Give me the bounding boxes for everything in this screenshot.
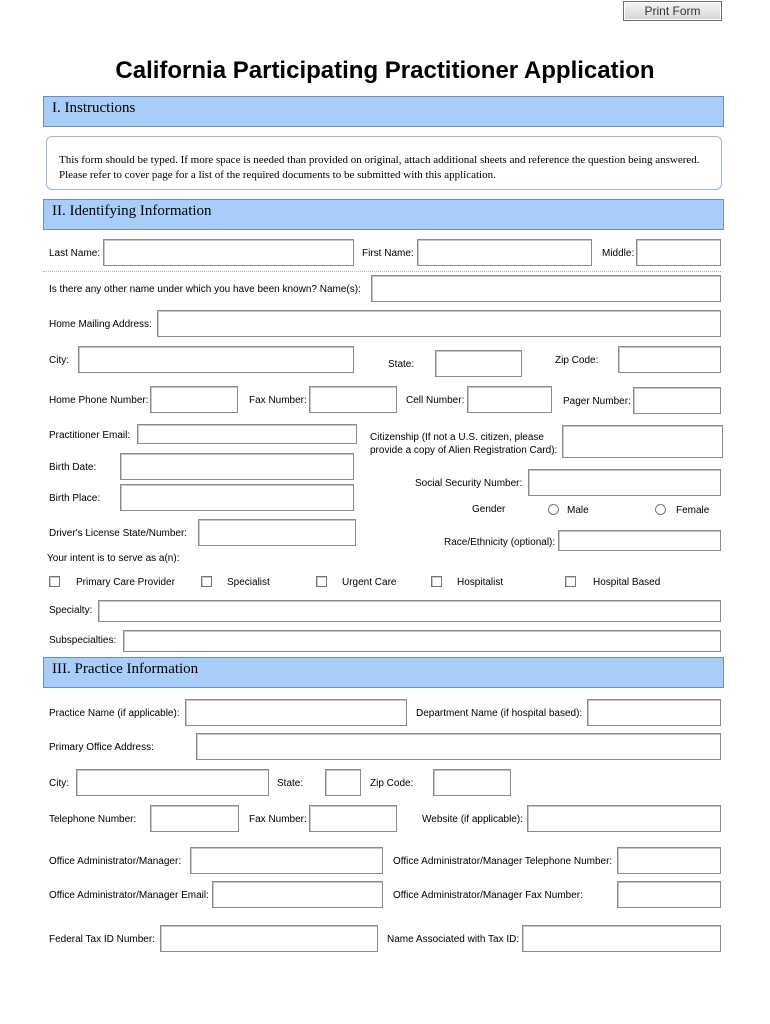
- primary-address-label: Primary Office Address:: [49, 742, 154, 753]
- admin-fax-input[interactable]: [617, 881, 721, 908]
- first-name-label: First Name:: [362, 248, 414, 259]
- middle-name-label: Middle:: [602, 248, 635, 259]
- birth-place-label: Birth Place:: [49, 493, 101, 504]
- city-label: City:: [49, 355, 69, 366]
- urgent-care-label: Urgent Care: [342, 577, 397, 588]
- gender-label: Gender: [472, 504, 506, 515]
- citizenship-input[interactable]: [562, 425, 723, 458]
- birth-date-input[interactable]: [120, 453, 354, 480]
- specialty-label: Specialty:: [49, 605, 93, 616]
- city-input[interactable]: [78, 346, 354, 373]
- cell-input[interactable]: [467, 386, 552, 413]
- pager-label: Pager Number:: [563, 396, 631, 407]
- zip-input[interactable]: [618, 346, 721, 373]
- ssn-label: Social Security Number:: [415, 478, 523, 489]
- practice-city-label: City:: [49, 778, 69, 789]
- cell-label: Cell Number:: [406, 395, 465, 406]
- citizenship-label-line1: Citizenship (If not a U.S. citizen, please: [370, 432, 544, 443]
- race-input[interactable]: [558, 530, 721, 551]
- practice-fax-input[interactable]: [309, 805, 397, 832]
- tax-id-label: Federal Tax ID Number:: [49, 934, 155, 945]
- practice-fax-label: Fax Number:: [249, 814, 307, 825]
- specialist-checkbox[interactable]: [201, 576, 212, 587]
- tax-id-input[interactable]: [160, 925, 378, 952]
- birth-place-input[interactable]: [120, 484, 354, 511]
- home-address-label: Home Mailing Address:: [49, 319, 152, 330]
- license-label: Driver's License State/Number:: [49, 528, 188, 539]
- tax-name-label: Name Associated with Tax ID:: [387, 934, 520, 945]
- section-instructions-header: I. Instructions: [43, 96, 724, 127]
- home-phone-label: Home Phone Number:: [49, 395, 149, 406]
- gender-male-label: Male: [567, 505, 589, 516]
- hospitalist-label: Hospitalist: [457, 577, 504, 588]
- middle-name-input[interactable]: [636, 239, 721, 266]
- section-identifying-header: II. Identifying Information: [43, 199, 724, 230]
- intent-label: Your intent is to serve as a(n):: [47, 553, 180, 564]
- department-label: Department Name (if hospital based):: [416, 708, 583, 719]
- instructions-box: [46, 136, 722, 190]
- hospital-based-label: Hospital Based: [593, 577, 661, 588]
- last-name-input[interactable]: [103, 239, 354, 266]
- section-practice-header: III. Practice Information: [43, 657, 724, 688]
- practice-city-input[interactable]: [76, 769, 269, 796]
- race-label: Race/Ethnicity (optional):: [444, 537, 556, 548]
- admin-phone-label: Office Administrator/Manager Telephone Number:: [393, 856, 613, 867]
- citizenship-label-line2: provide a copy of Alien Registration Card):: [370, 445, 558, 456]
- primary-care-label: Primary Care Provider: [76, 577, 175, 588]
- home-address-input[interactable]: [157, 310, 721, 337]
- telephone-input[interactable]: [150, 805, 239, 832]
- primary-care-checkbox[interactable]: [49, 576, 60, 587]
- website-input[interactable]: [527, 805, 721, 832]
- practice-zip-label: Zip Code:: [370, 778, 414, 789]
- gender-female-radio[interactable]: [655, 504, 666, 515]
- fax-input[interactable]: [309, 386, 397, 413]
- home-phone-input[interactable]: [150, 386, 238, 413]
- gender-male-radio[interactable]: [548, 504, 559, 515]
- telephone-label: Telephone Number:: [49, 814, 137, 825]
- email-label: Practitioner Email:: [49, 430, 131, 441]
- pager-input[interactable]: [633, 387, 721, 414]
- divider: [43, 271, 721, 272]
- website-label: Website (if applicable):: [422, 814, 523, 825]
- hospital-based-checkbox[interactable]: [565, 576, 576, 587]
- subspecialties-label: Subspecialties:: [49, 635, 117, 646]
- print-form-button[interactable]: Print Form: [623, 1, 722, 21]
- hospitalist-checkbox[interactable]: [431, 576, 442, 587]
- practice-zip-input[interactable]: [433, 769, 511, 796]
- practice-state-label: State:: [277, 778, 304, 789]
- urgent-care-checkbox[interactable]: [316, 576, 327, 587]
- practice-state-input[interactable]: [325, 769, 361, 796]
- zip-label: Zip Code:: [555, 355, 599, 366]
- specialty-input[interactable]: [98, 600, 721, 622]
- fax-label: Fax Number:: [249, 395, 307, 406]
- other-names-input[interactable]: [371, 275, 721, 302]
- gender-female-label: Female: [676, 505, 710, 516]
- admin-email-input[interactable]: [212, 881, 383, 908]
- first-name-input[interactable]: [417, 239, 592, 266]
- tax-name-input[interactable]: [522, 925, 721, 952]
- state-input[interactable]: [435, 350, 522, 377]
- birth-date-label: Birth Date:: [49, 462, 97, 473]
- instructions-text: This form should be typed. If more space is needed than provided on original, attach additional sheets and reference the question being answered. Please refer to cover page for a list of the required documents to be submitted with this application.: [59, 154, 700, 181]
- department-input[interactable]: [587, 699, 721, 726]
- page-title: California Participating Practitioner Application: [115, 57, 655, 84]
- subspecialties-input[interactable]: [123, 630, 721, 652]
- other-names-label: Is there any other name under which you have been known? Name(s):: [49, 284, 361, 295]
- admin-email-label: Office Administrator/Manager Email:: [49, 890, 209, 901]
- admin-phone-input[interactable]: [617, 847, 721, 874]
- ssn-input[interactable]: [528, 469, 721, 496]
- email-input[interactable]: [137, 424, 357, 444]
- state-label: State:: [388, 359, 415, 370]
- license-input[interactable]: [198, 519, 356, 546]
- practice-name-input[interactable]: [185, 699, 407, 726]
- last-name-label: Last Name:: [49, 248, 101, 259]
- admin-input[interactable]: [190, 847, 383, 874]
- practice-name-label: Practice Name (if applicable):: [49, 708, 180, 719]
- admin-label: Office Administrator/Manager:: [49, 856, 182, 867]
- specialist-label: Specialist: [227, 577, 270, 588]
- admin-fax-label: Office Administrator/Manager Fax Number:: [393, 890, 583, 901]
- primary-address-input[interactable]: [196, 733, 721, 760]
